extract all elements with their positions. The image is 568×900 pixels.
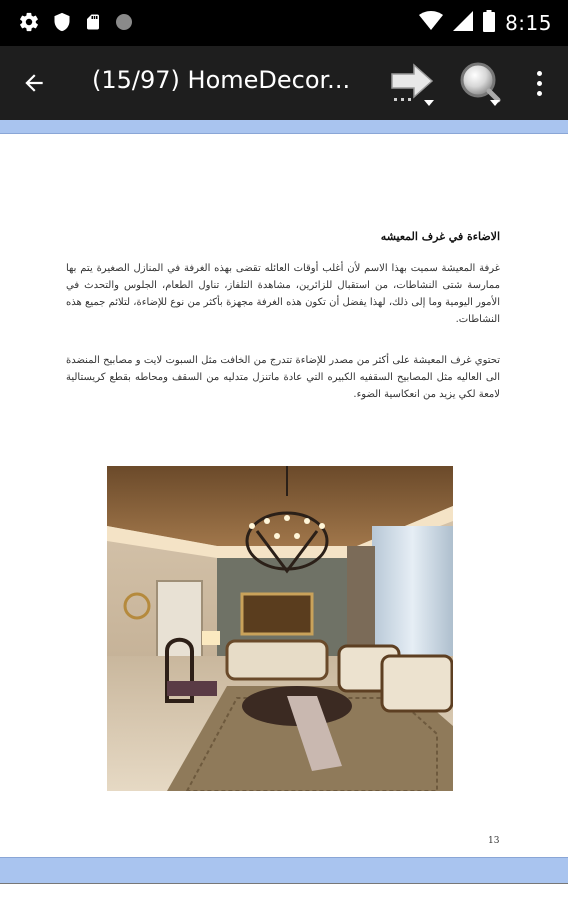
app-title: (15/97) HomeDecor... xyxy=(92,66,351,94)
page-separator-bottom xyxy=(0,857,568,883)
paragraph-2: تحتوي غرف المعيشة على أكثر من مصدر للإضاءة تتدرج من الخافت مثل السبوت لايت و مصابيح المنضدة الى العاليه مثل المصابيح السقفيه الكبيره التي عادة ماتنزل متدليه من السقف ومحاطه بقطع كريستالية لامعة لكي يزيد من انعكاسية الضوء. xyxy=(66,355,500,400)
section-heading: الاضاءة في غرف المعيشه xyxy=(380,230,500,243)
next-page-edge xyxy=(0,883,568,900)
sd-card-icon xyxy=(84,11,102,37)
wifi-icon xyxy=(419,11,443,35)
paragraph-1: غرفة المعيشة سميت بهذا الاسم لأن أغلب أوقات العائله تقضى بهذه الغرفة في المنازل الصغيرة يتم بها ممارسة شتى النشاطات، من استقبال للزائرين، مشاهدة التلفاز، تناول الطعام، الجلوس والتحدث في الأمور اليومية وما إلى ذلك، لهذا يفضل أن تكون هذه الغرفة مجهزة بأكثر من نوع للإضاءة، لتلائم جميع هذه النشاطات. xyxy=(66,263,500,325)
goto-page-icon xyxy=(388,58,438,108)
more-vert-icon xyxy=(537,71,542,76)
living-room-photo xyxy=(107,466,453,791)
document-viewer[interactable] xyxy=(0,120,568,900)
signal-icon xyxy=(453,11,473,35)
battery-icon xyxy=(483,10,495,36)
page-separator xyxy=(0,120,568,134)
page-number: 13 xyxy=(488,836,500,846)
circle-icon xyxy=(114,12,134,36)
status-bar xyxy=(0,0,568,46)
settings-icon xyxy=(18,11,40,37)
more-options-button[interactable] xyxy=(524,63,554,103)
arrow-back-icon xyxy=(21,70,47,96)
search-button[interactable] xyxy=(456,58,506,108)
status-time: 8:15 xyxy=(505,11,552,35)
search-icon xyxy=(456,58,506,108)
app-bar xyxy=(0,46,568,120)
status-left-icons xyxy=(18,12,134,36)
document-page xyxy=(0,134,568,856)
shield-icon xyxy=(52,11,72,37)
goto-page-button[interactable] xyxy=(388,58,438,108)
back-button[interactable] xyxy=(14,63,54,103)
status-right-icons xyxy=(419,10,552,36)
